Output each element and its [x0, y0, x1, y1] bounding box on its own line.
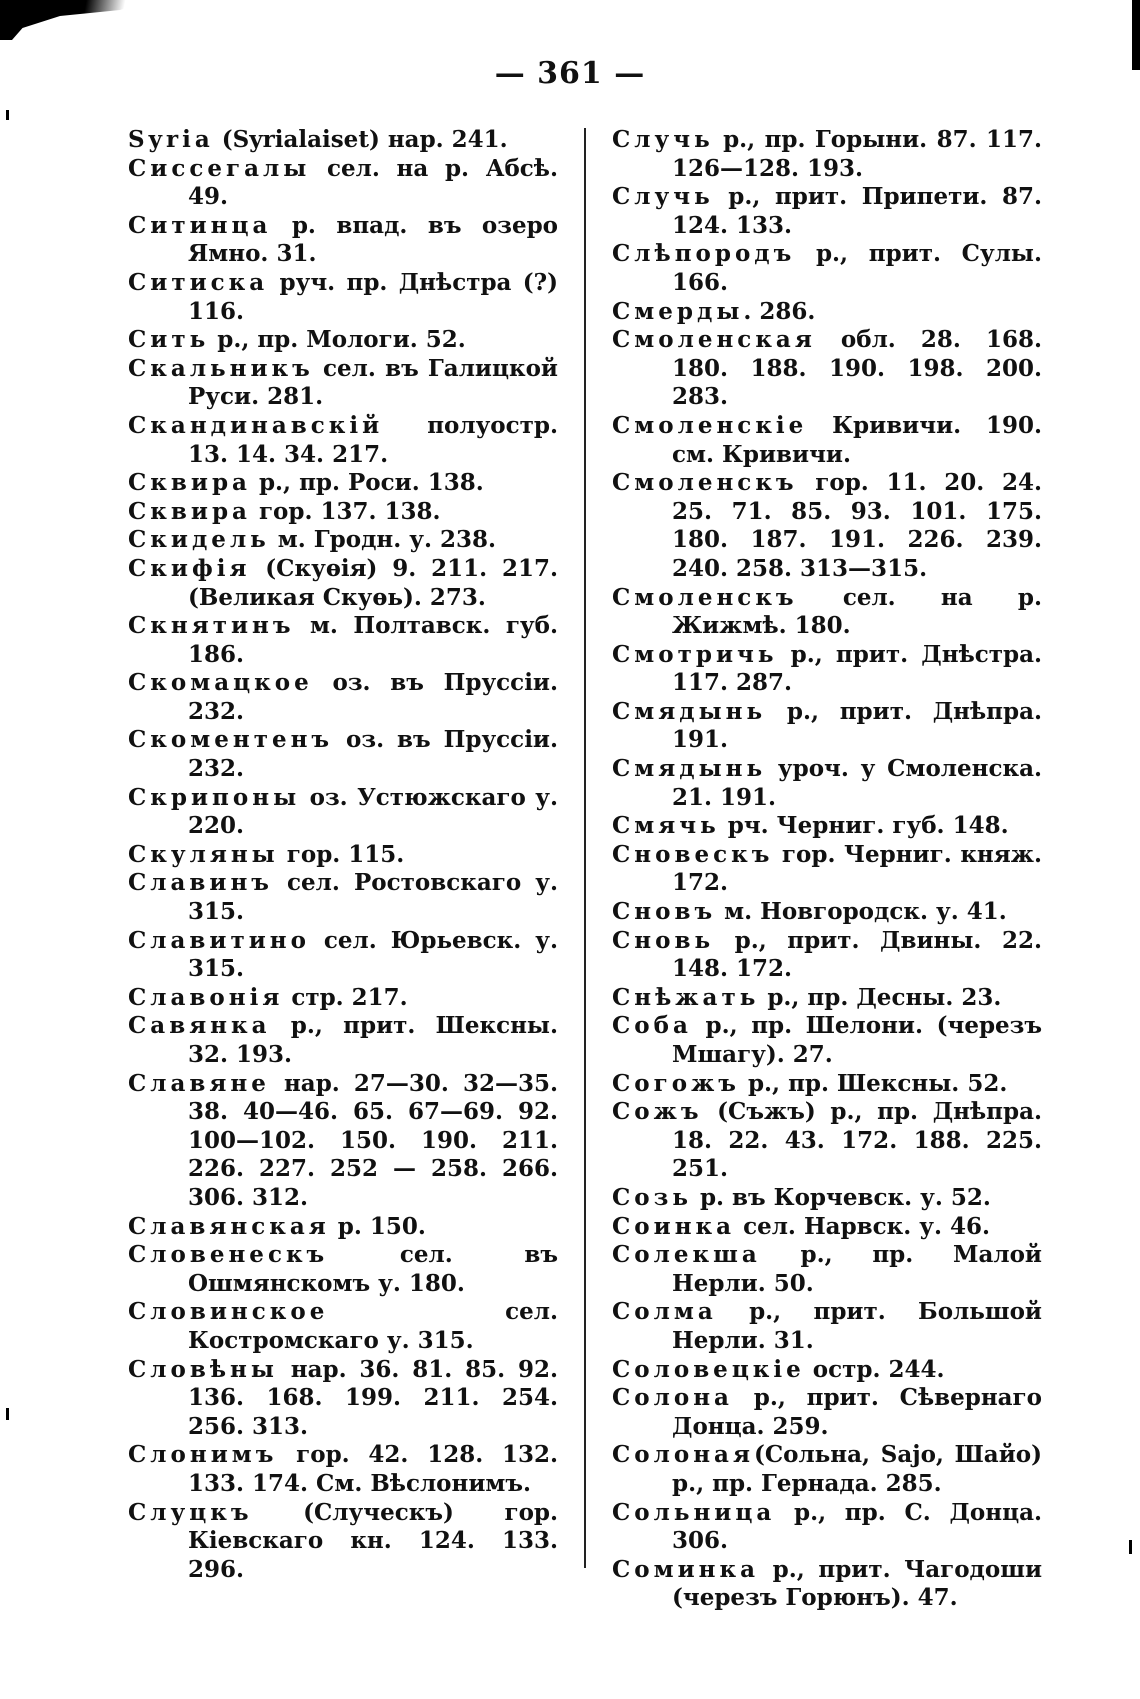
index-entry — [612, 183, 1042, 240]
entry-headword: Смоленская — [612, 326, 816, 354]
entry-text: . 286. — [743, 297, 816, 325]
entry-headword: Смядынь — [612, 755, 767, 783]
entry-text: оз. въ Пруссіи. 232. — [188, 726, 558, 783]
entry-text: р., пр. Десны. 23. — [759, 983, 1002, 1011]
entry-text: сел. Нарвск. у. 46. — [735, 1212, 991, 1240]
column-divider — [584, 128, 586, 1568]
entry-text: р. впад. въ озеро Ямно. 31. — [188, 211, 558, 268]
index-entry — [612, 812, 1042, 841]
entry-text: р., прит. Днѣпра. 191. — [672, 697, 1042, 754]
entry-headword: Славинъ — [128, 869, 273, 897]
entry-text: р., прит. Чагодоши (черезъ Горюнъ). 47. — [672, 1555, 1042, 1612]
index-entry — [128, 498, 558, 527]
entry-text: (Сольна, Sajo, Шайо) р., пр. Гернада. 285. — [672, 1441, 1042, 1497]
entry-headword: Слѣпородъ — [612, 240, 796, 268]
entry-headword: Сожъ — [612, 1098, 703, 1126]
entry-text: нар. 27—30. 32—35. 38. 40—46. 65. 67—69. 92. 100—102. 150. 190. 211. 226. 227. 252 — 258. 266. 306. 312. — [188, 1069, 558, 1211]
index-entry — [128, 555, 558, 612]
page-number: — 361 — — [494, 56, 646, 91]
entry-headword: Смерды — [612, 297, 744, 325]
entry-headword: Славитино — [128, 926, 310, 954]
entry-headword: Солекша — [612, 1241, 761, 1269]
index-entry — [612, 298, 1042, 327]
index-entry — [128, 1356, 558, 1442]
entry-headword: Сквира — [128, 497, 251, 525]
entry-text: р., пр. Мологи. 52. — [209, 326, 466, 354]
index-entry — [612, 1556, 1042, 1613]
index-entry — [128, 155, 558, 212]
index-entry — [128, 1499, 558, 1585]
index-entry — [128, 269, 558, 326]
entry-text: р., пр. Шексны. 52. — [739, 1069, 1008, 1097]
entry-headword: Скуляны — [128, 840, 279, 868]
entry-text: м. Новгородск. у. 41. — [716, 898, 1007, 926]
index-entry — [612, 326, 1042, 412]
entry-headword: Слонимъ — [128, 1441, 278, 1469]
index-entry — [128, 669, 558, 726]
entry-text: остр. 244. — [804, 1355, 945, 1383]
index-entry — [128, 212, 558, 269]
entry-text: гор. 42. 128. 132. 133. 174. См. Вѣслонимъ. — [188, 1441, 558, 1497]
entry-text: (Съжъ) р., пр. Днѣпра. 18. 22. 43. 172. 188. 225. 251. — [672, 1098, 1042, 1183]
entry-text: рч. Черниг. губ. 148. — [719, 812, 1009, 840]
index-entry — [128, 1241, 558, 1298]
entry-headword: Савянка — [128, 1012, 271, 1040]
entry-headword: Ситинца — [128, 211, 272, 239]
index-entry — [128, 1012, 558, 1069]
entry-text: Кривичи. 190. см. Кривичи. — [672, 411, 1042, 468]
entry-text: р., прит. Двины. 22. 148. 172. — [672, 926, 1042, 983]
index-entry — [128, 526, 558, 555]
entry-headword: Скандинавскій — [128, 411, 384, 439]
entry-headword: Скидель — [128, 526, 270, 554]
entry-text: р., пр. Горыни. 87. 117. 126—128. 193. — [672, 126, 1042, 182]
left-column — [128, 126, 558, 1584]
entry-headword: Сновъ — [612, 898, 717, 926]
entry-headword: Сить — [128, 326, 210, 354]
entry-headword: Согожъ — [612, 1069, 740, 1097]
entry-headword: Славяне — [128, 1069, 270, 1097]
entry-headword: Сольница — [612, 1498, 776, 1526]
entry-headword: Словѣны — [128, 1355, 278, 1383]
entry-text: (Скуѳія) 9. 211. 217. (Великая Скуѳь). 273. — [188, 554, 558, 611]
entry-text: р., пр. Малой Нерли. 50. — [672, 1241, 1042, 1297]
entry-text: р. въ Корчевск. у. 52. — [691, 1183, 991, 1211]
entry-text: сел. Ростовскаго у. 315. — [188, 869, 558, 926]
entry-text: р. 150. — [329, 1212, 426, 1240]
entry-headword: Славянская — [128, 1212, 330, 1240]
entry-text: р., прит. Днѣстра. 117. 287. — [672, 640, 1042, 697]
entry-text: м. Полтавск. губ. 186. — [188, 612, 558, 668]
index-entry — [128, 469, 558, 498]
index-entry — [128, 927, 558, 984]
index-entry — [128, 726, 558, 783]
entry-headword: Скифія — [128, 554, 251, 582]
index-entry — [612, 1441, 1042, 1498]
index-entry — [612, 412, 1042, 469]
right-column — [612, 126, 1042, 1613]
entry-headword: Соба — [612, 1012, 692, 1040]
entry-text: руч. пр. Днѣстра (?) 116. — [188, 268, 558, 325]
entry-text: гор. 11. 20. 24. 25. 71. 85. 93. 101. 175. 180. 187. 191. 226. 239. 240. 258. 313—315. — [672, 469, 1042, 582]
index-entry — [612, 1356, 1042, 1385]
index-entry — [128, 1441, 558, 1498]
entry-headword: Скрипоны — [128, 783, 301, 811]
entry-headword: Случь — [612, 183, 714, 211]
index-entry — [612, 1499, 1042, 1556]
entry-headword: Смоленскъ — [612, 469, 798, 497]
entry-text: сел. на р. Абсѣ. 49. — [188, 154, 558, 211]
index-entry — [612, 641, 1042, 698]
entry-text: сел. на р. Жижмѣ. 180. — [672, 583, 1042, 640]
entry-text: стр. 217. — [283, 983, 408, 1011]
index-entry — [612, 1012, 1042, 1069]
index-entry — [128, 126, 558, 155]
entry-headword: Скнятинъ — [128, 612, 295, 640]
entry-text: р., пр. Шелони. (черезъ Мшагу). 27. — [672, 1012, 1042, 1068]
scan-artifact — [1129, 1540, 1132, 1554]
entry-text: сел. Костромскаго у. 315. — [188, 1298, 558, 1354]
entry-text: р., прит. Большой Нерли. 31. — [672, 1298, 1042, 1354]
entry-headword: Сновескъ — [612, 840, 774, 868]
entry-headword: Сиссегалы — [128, 154, 311, 182]
entry-text: гор. 137. 138. — [250, 497, 441, 525]
index-entry — [612, 984, 1042, 1013]
index-entry — [612, 126, 1042, 183]
entry-headword: Смядынь — [612, 697, 767, 725]
entry-headword: Смоленскіе — [612, 411, 808, 439]
entry-headword: Сквира — [128, 469, 251, 497]
entry-text: (Syrialaiset) нар. 241. — [213, 126, 508, 153]
index-entry — [128, 869, 558, 926]
index-entry — [612, 1384, 1042, 1441]
entry-headword: Соловецкіе — [612, 1355, 805, 1383]
index-entry — [612, 1184, 1042, 1213]
index-entry — [612, 755, 1042, 812]
entry-headword: Скомацкое — [128, 669, 313, 697]
entry-text: р., пр. С. Донца. 306. — [672, 1498, 1042, 1555]
entry-headword: Случь — [612, 126, 714, 153]
entry-text: сел. въ Галицкой Руси. 281. — [188, 354, 558, 411]
entry-headword: Созь — [612, 1183, 692, 1211]
index-entry — [612, 1070, 1042, 1099]
entry-text: р., прит. Сѣвернаго Донца. 259. — [672, 1384, 1042, 1440]
entry-text: уроч. у Смоленска. 21. 191. — [672, 755, 1042, 811]
entry-text: нар. 36. 81. 85. 92. 136. 168. 199. 211. 254. 256. 313. — [188, 1355, 558, 1440]
entry-text: гор. Черниг. княж. 172. — [672, 840, 1042, 897]
index-entry — [128, 355, 558, 412]
index-entry — [612, 469, 1042, 583]
index-entry — [128, 784, 558, 841]
entry-headword: Соминка — [612, 1555, 760, 1583]
index-entry — [612, 841, 1042, 898]
index-entry — [128, 412, 558, 469]
entry-text: м. Гродн. у. 238. — [269, 526, 497, 554]
index-entry — [128, 1298, 558, 1355]
index-entry — [612, 927, 1042, 984]
entry-text: р., прит. Припети. 87. 124. 133. — [672, 183, 1042, 239]
entry-headword: Снѣжать — [612, 983, 760, 1011]
scan-artifact — [6, 110, 9, 120]
index-entry — [128, 984, 558, 1013]
index-entry — [128, 1213, 558, 1242]
entry-headword: Смотричь — [612, 640, 778, 668]
entry-headword: Славонія — [128, 983, 284, 1011]
entry-text: р., пр. Роси. 138. — [250, 469, 484, 497]
entry-headword: Скальникъ — [128, 354, 314, 382]
index-entry — [128, 326, 558, 355]
index-entry — [612, 1241, 1042, 1298]
entry-text: сел. въ Ошмянскомъ у. 180. — [188, 1241, 558, 1297]
entry-text: полуостр. 13. 14. 34. 217. — [188, 411, 558, 468]
entry-headword: Солма — [612, 1298, 717, 1326]
entry-headword: Солона — [612, 1384, 733, 1412]
entry-headword: Солоная — [612, 1441, 754, 1469]
index-entry — [612, 1213, 1042, 1242]
index-entry — [612, 1298, 1042, 1355]
index-entry — [612, 1098, 1042, 1184]
scan-artifact — [0, 0, 150, 40]
index-entry — [128, 612, 558, 669]
entry-text: сел. Юрьевск. у. 315. — [188, 926, 558, 983]
entry-text: (Случескъ) гор. Кіевскаго кн. 124. 133. 296. — [188, 1498, 558, 1583]
entry-headword: Ситиска — [128, 268, 269, 296]
index-entry — [128, 841, 558, 870]
entry-text: оз. Устюжскаго у. 220. — [188, 783, 558, 840]
entry-text: обл. 28. 168. 180. 188. 190. 198. 200. 283. — [672, 326, 1042, 411]
index-entry — [612, 898, 1042, 927]
entry-headword: Сновь — [612, 926, 715, 954]
entry-text: оз. въ Пруссіи. 232. — [188, 669, 558, 725]
entry-text: р., прит. Шексны. 32. 193. — [188, 1012, 558, 1068]
index-entry — [612, 584, 1042, 641]
entry-headword: Словенескъ — [128, 1241, 329, 1269]
entry-text: р., прит. Сулы. 166. — [672, 240, 1042, 296]
index-entry — [128, 1070, 558, 1213]
entry-headword: Скоментенъ — [128, 726, 334, 754]
entry-headword: Слуцкъ — [128, 1498, 253, 1526]
scan-artifact — [6, 1408, 9, 1420]
entry-headword: Словинское — [128, 1298, 329, 1326]
entry-headword: Соинка — [612, 1212, 736, 1240]
entry-headword: Смячь — [612, 812, 720, 840]
entry-headword: Смоленскъ — [612, 583, 798, 611]
entry-text: гор. 115. — [278, 840, 405, 868]
index-entry — [612, 698, 1042, 755]
entry-headword: Syria — [128, 126, 214, 153]
index-entry — [612, 240, 1042, 297]
